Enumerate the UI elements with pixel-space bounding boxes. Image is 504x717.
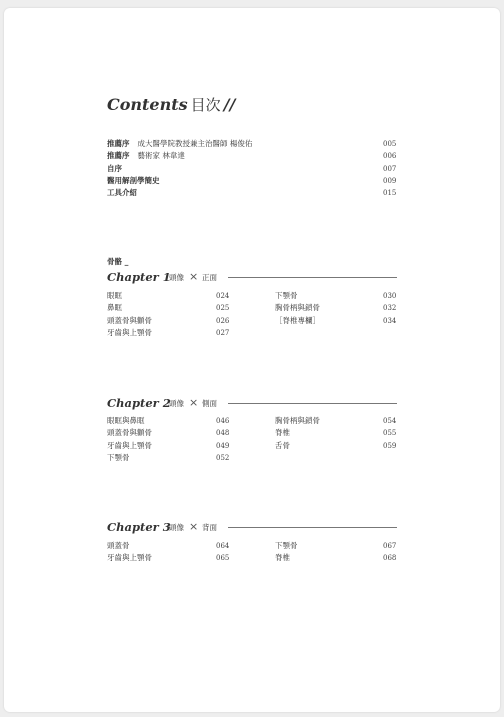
preface-label: 醫用解剖學簡史	[107, 176, 160, 185]
toc-entry-title: 下顎骨	[275, 541, 298, 550]
preface-item	[107, 176, 168, 186]
toc-entry-title: 頭蓋骨與顴骨	[107, 316, 152, 325]
toc-entry-title: 眼眶	[107, 291, 122, 300]
chapter-subject: 頭像	[169, 399, 184, 408]
toc-entry-page: 030	[383, 292, 397, 300]
cross-icon: ×	[189, 520, 199, 533]
preface-item	[107, 164, 130, 174]
toc-entry-page: 027	[216, 329, 230, 337]
toc-entry-page: 064	[216, 542, 230, 550]
toc-entry-title: 頭蓋骨	[107, 541, 130, 550]
toc-entry-title: 頭蓋骨與顴骨	[107, 428, 152, 437]
preface-label: 自序	[107, 164, 122, 173]
chapter-name: Chapter 1	[107, 270, 171, 284]
toc-entry-title: 牙齒與上顎骨	[107, 441, 152, 450]
toc-entry-page: 065	[216, 554, 230, 562]
preface-item	[107, 139, 252, 149]
preface-page-number: 015	[383, 189, 397, 197]
chapter-name: Chapter 2	[107, 396, 171, 410]
toc-entry-title: ［脊椎專欄］	[275, 316, 320, 325]
chapter-view: 背面	[202, 523, 217, 532]
toc-entry-page: 049	[216, 442, 230, 450]
toc-entry-title: 牙齒與上顎骨	[107, 328, 152, 337]
toc-entry-title: 胸骨柄與鎖骨	[275, 416, 320, 425]
preface-page-number: 009	[383, 177, 397, 185]
toc-entry-title: 脊椎	[275, 428, 290, 437]
toc-entry-title: 眼眶與鼻眶	[107, 416, 145, 425]
toc-entry-page: 025	[216, 304, 230, 312]
toc-entry-title: 牙齒與上顎骨	[107, 553, 152, 562]
toc-entry-page: 034	[383, 317, 397, 325]
chapter-heading	[107, 396, 397, 410]
preface-text: 藝術家 林韋達	[137, 151, 185, 160]
chapter-heading	[107, 520, 397, 534]
toc-entry-page: 054	[383, 417, 397, 425]
page	[4, 8, 500, 712]
toc-entry-page: 059	[383, 442, 397, 450]
preface-item	[107, 151, 185, 161]
toc-entry-page: 055	[383, 429, 397, 437]
title-cjk: 目次	[190, 96, 221, 114]
toc-entry-title: 下顎骨	[275, 291, 298, 300]
chapter-rule	[228, 277, 397, 278]
cross-icon: ×	[189, 270, 199, 283]
toc-entry-page: 052	[216, 454, 230, 462]
preface-label: 工具介紹	[107, 188, 137, 197]
preface-label: 推薦序	[107, 139, 130, 148]
cross-icon: ×	[189, 396, 199, 409]
toc-entry-title: 脊椎	[275, 553, 290, 562]
toc-entry-page: 032	[383, 304, 397, 312]
chapter-name: Chapter 3	[107, 520, 171, 534]
toc-entry-page: 024	[216, 292, 230, 300]
toc-entry-page: 068	[383, 554, 397, 562]
toc-entry-title: 舌骨	[275, 441, 290, 450]
preface-text: 成大醫學院教授兼主治醫師 楊俊佑	[137, 139, 253, 148]
toc-entry-title: 下顎骨	[107, 453, 130, 462]
page-title	[107, 94, 235, 115]
toc-entry-page: 046	[216, 417, 230, 425]
preface-page-number: 005	[383, 140, 397, 148]
preface-page-number: 006	[383, 152, 397, 160]
title-slashes: //	[223, 95, 236, 114]
chapter-rule	[228, 527, 397, 528]
preface-item	[107, 188, 145, 198]
toc-entry-page: 026	[216, 317, 230, 325]
section-label: 骨骼 _	[107, 257, 129, 266]
chapter-rule	[228, 403, 397, 404]
preface-page-number: 007	[383, 165, 397, 173]
chapter-heading	[107, 270, 397, 284]
toc-entry-page: 048	[216, 429, 230, 437]
preface-label: 推薦序	[107, 151, 130, 160]
chapter-subject: 頭像	[169, 273, 184, 282]
toc-entry-title: 胸骨柄與鎖骨	[275, 303, 320, 312]
title-main: Contents	[107, 95, 188, 114]
chapter-view: 正面	[202, 273, 217, 282]
chapter-subject: 頭像	[169, 523, 184, 532]
chapter-view: 側面	[202, 399, 217, 408]
toc-entry-title: 鼻眶	[107, 303, 122, 312]
toc-entry-page: 067	[383, 542, 397, 550]
